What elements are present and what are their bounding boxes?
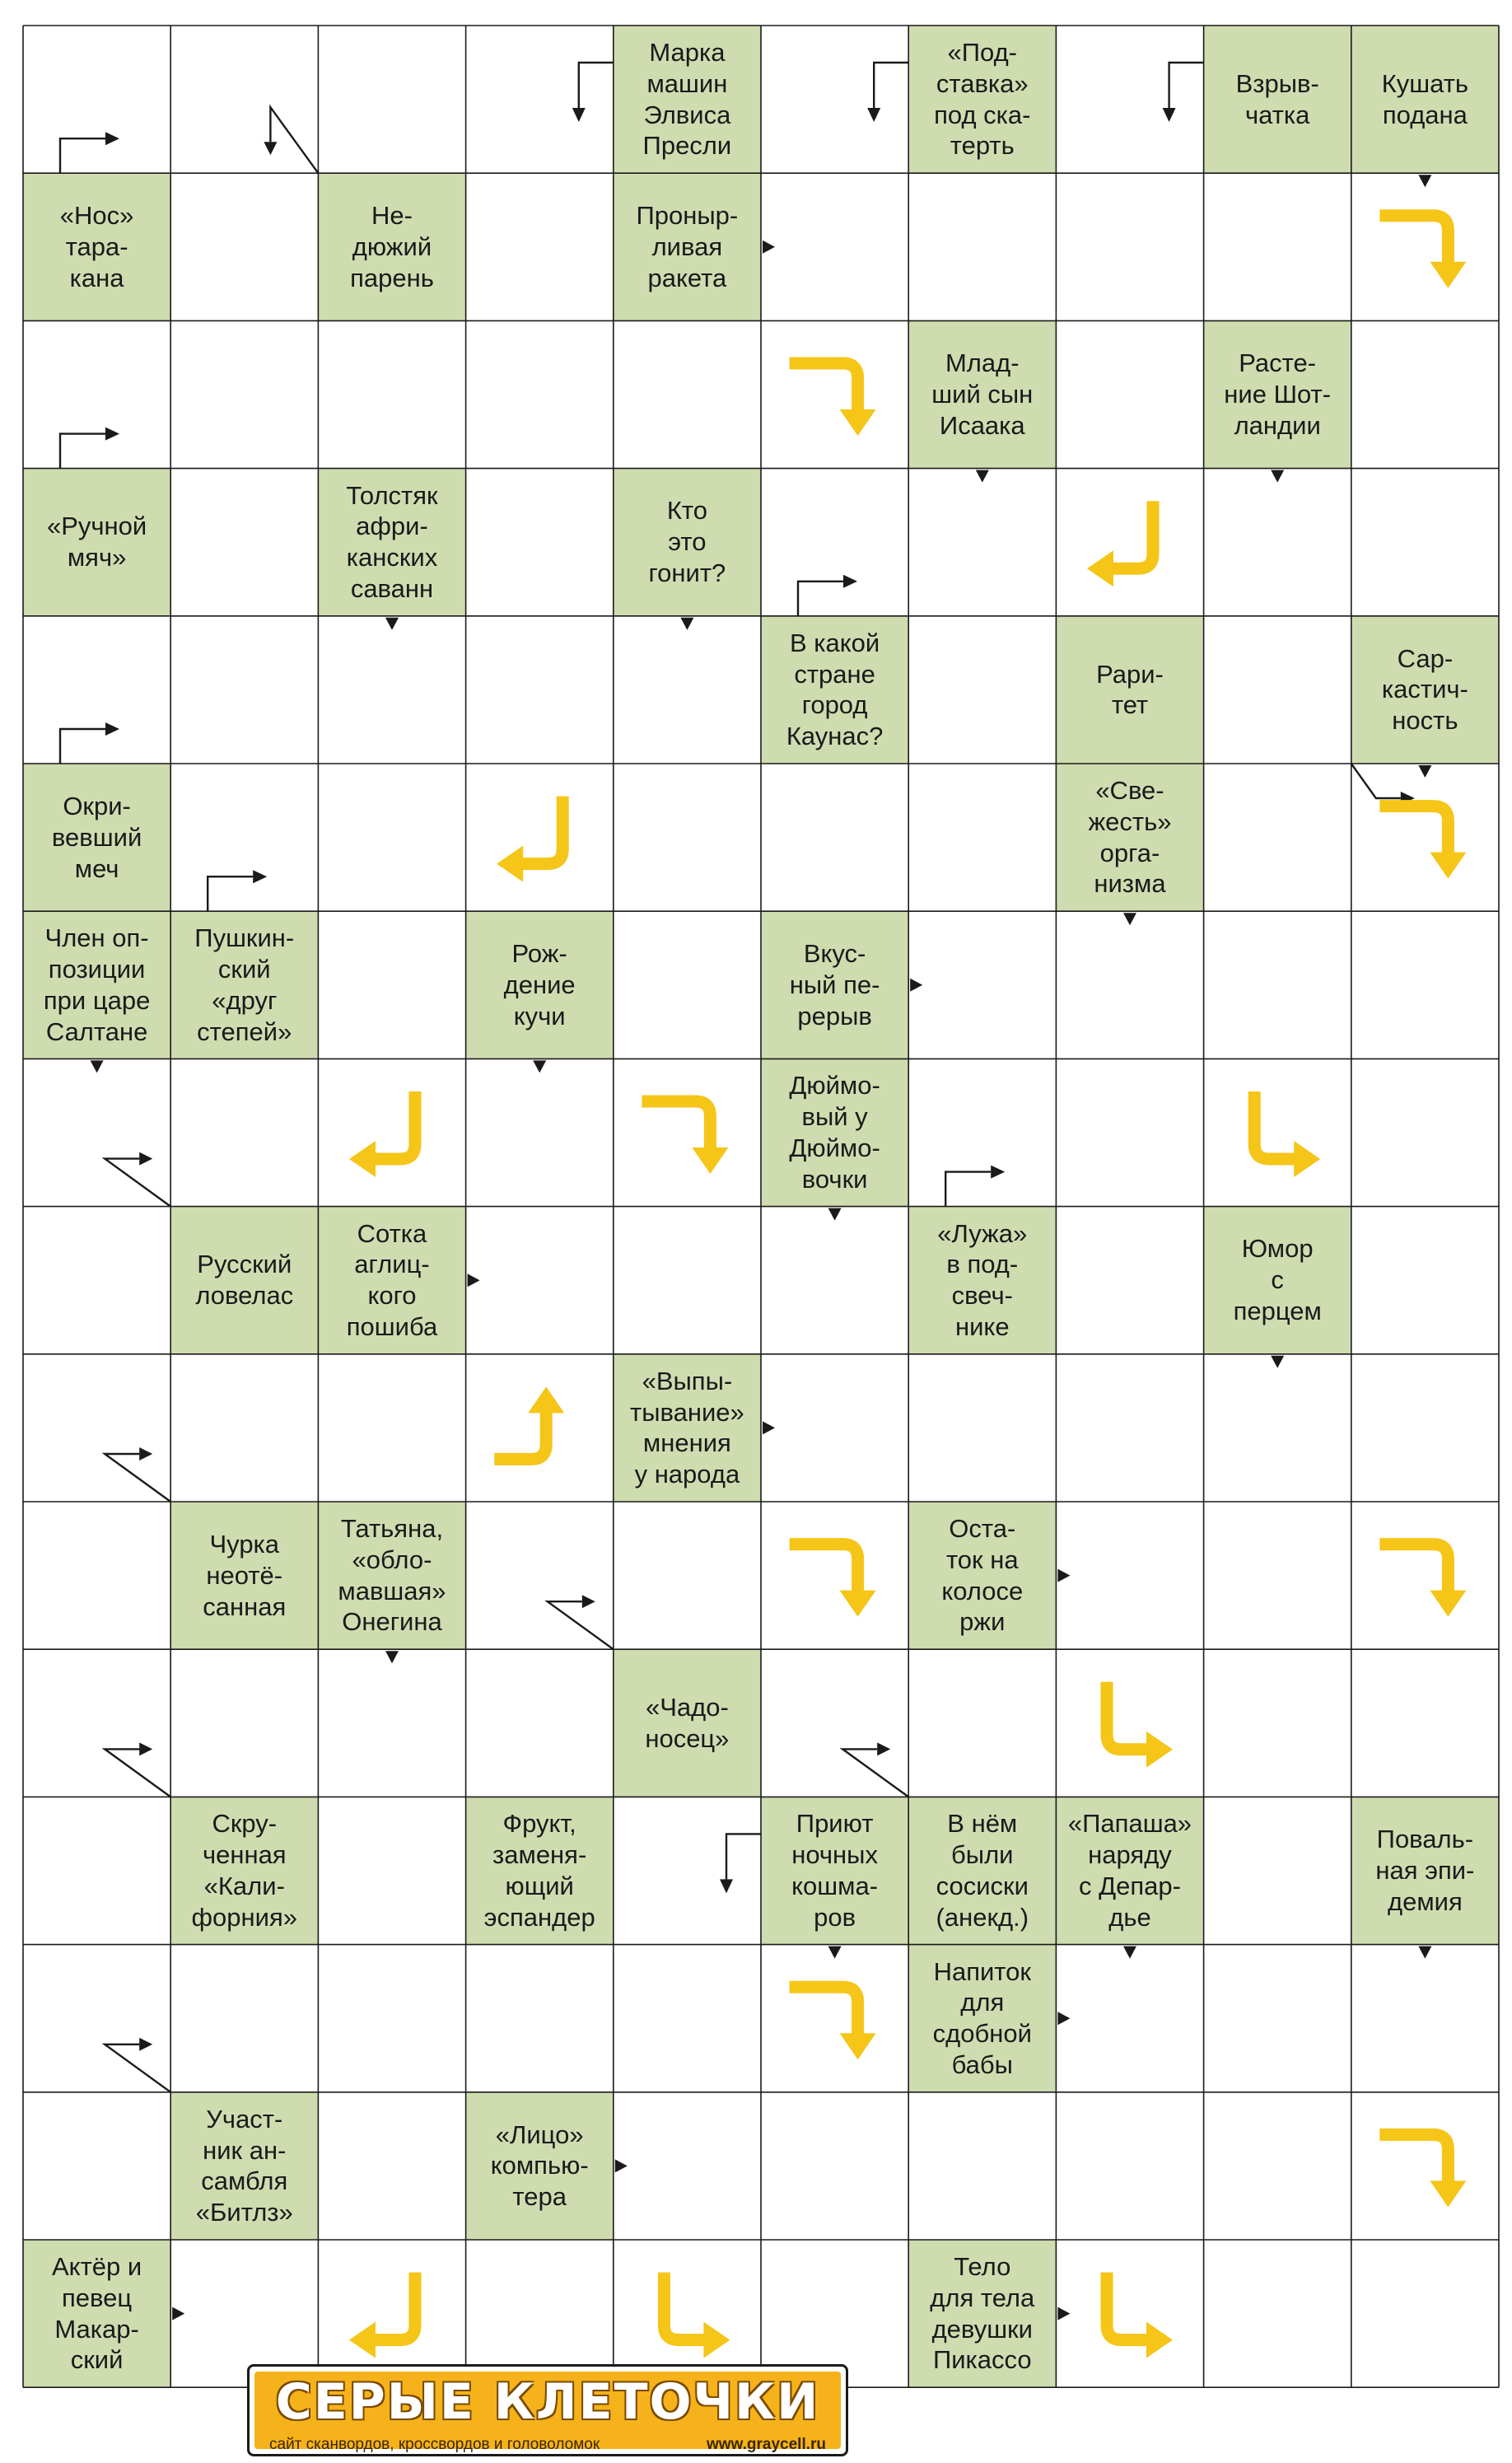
- arrow-pointer-down-icon: [828, 1947, 842, 1959]
- clue-cell: Кто это гонит?: [614, 469, 761, 616]
- arrow-bent-diag-down-right-icon: [1351, 764, 1415, 805]
- clue-cell: «Лужа» в под- свеч- нике: [908, 1207, 1056, 1354]
- arrow-diagonal-down-icon: [264, 107, 318, 173]
- arrow-head: [1430, 262, 1466, 288]
- arrow-head: [1087, 550, 1113, 587]
- arrow-head: [843, 575, 857, 588]
- arrow-bent-right-down-icon: [720, 1834, 761, 1893]
- arrow-bent-right-down-icon: [867, 63, 908, 122]
- arrow-line: [790, 1987, 858, 2035]
- arrow-pointer-down-icon: [533, 1060, 546, 1073]
- arrow-line: [1107, 2273, 1148, 2340]
- arrow-bent-up-right-icon: [945, 1166, 1005, 1207]
- yellow-turn-arrow-down-right-icon: [1254, 1091, 1320, 1177]
- arrow-pointer-right-icon: [468, 1274, 480, 1287]
- yellow-turn-arrow-right-down-icon: [1379, 216, 1466, 288]
- arrow-pointer-right-icon: [1057, 2307, 1070, 2320]
- arrow-pointer-down-icon: [680, 618, 693, 630]
- arrow-head: [867, 108, 880, 122]
- arrow-line: [105, 2045, 170, 2092]
- yellow-turn-arrow-right-down-icon: [1379, 2134, 1466, 2207]
- arrow-line: [1107, 1682, 1148, 1750]
- arrow-pointer-down-icon: [91, 1060, 104, 1073]
- clue-cell: Чурка неотё- санная: [170, 1502, 318, 1649]
- clue-cell: Расте- ние Шот- ландии: [1204, 320, 1351, 468]
- arrow-pointer-right-icon: [615, 2159, 628, 2172]
- clue-cell: Взрыв- чатка: [1204, 26, 1351, 173]
- arrow-line: [105, 1749, 170, 1797]
- yellow-turn-arrow-down-right-icon: [664, 2273, 730, 2358]
- clue-cell: Рож- дение кучи: [466, 911, 614, 1059]
- arrow-head: [105, 132, 119, 145]
- arrow-head: [840, 1591, 876, 1617]
- arrow-head: [991, 1166, 1005, 1179]
- arrow-pointer-down-icon: [1271, 470, 1284, 483]
- clue-cell: «Папаша» наряду с Депар- дье: [1056, 1797, 1203, 1944]
- logo-website: www.graycell.ru: [706, 2436, 826, 2453]
- clue-cell: Актёр и певец Макар- ский: [23, 2240, 170, 2387]
- yellow-turn-arrow-down-right-icon: [1107, 1682, 1173, 1768]
- arrow-bent-up-right-icon: [60, 428, 119, 469]
- yellow-turn-arrow-right-down-icon: [790, 363, 876, 436]
- arrow-head: [528, 1386, 564, 1413]
- arrow-line: [60, 729, 105, 764]
- site-logo-banner: [247, 2364, 848, 2456]
- arrow-head: [582, 1595, 595, 1608]
- arrow-pointer-down-icon: [385, 1651, 399, 1663]
- clue-cell: Приют ночных кошма- ров: [761, 1797, 908, 1944]
- clue-cell: Скру- ченная «Кали- форния»: [170, 1797, 318, 1944]
- yellow-turn-arrow-right-down-icon: [1379, 1545, 1466, 1617]
- arrow-pointer-right-icon: [763, 241, 775, 254]
- clue-cell: Поваль- ная эпи- демия: [1351, 1797, 1499, 1944]
- clue-cell: Участ- ник ан- самбля «Битлз»: [170, 2092, 318, 2240]
- yellow-turn-arrow-down-left-icon: [1087, 501, 1153, 587]
- clue-cell: Оста- ток на колосе ржи: [908, 1502, 1056, 1649]
- arrow-line: [1169, 63, 1204, 108]
- arrow-head: [349, 1141, 376, 1177]
- arrow-head: [720, 1879, 733, 1893]
- arrow-line: [374, 1091, 415, 1159]
- yellow-turn-arrow-right-up-icon: [494, 1386, 564, 1459]
- arrow-head: [840, 2033, 876, 2059]
- clue-cell: «Нос» тара- кана: [23, 173, 170, 320]
- arrow-bent-up-right-icon: [798, 575, 857, 616]
- arrow-line: [521, 797, 562, 864]
- arrow-head: [1146, 1732, 1173, 1768]
- clue-cell: Фрукт, заменя- ющий эспандер: [466, 1797, 614, 1944]
- arrow-head: [139, 2038, 152, 2051]
- arrow-line: [374, 2273, 415, 2340]
- arrow-head: [253, 870, 267, 883]
- clue-cell: Проныр- ливая ракета: [614, 173, 761, 320]
- arrow-diagonal-right-icon: [105, 2038, 170, 2092]
- clue-cell: Кушать подана: [1351, 26, 1499, 173]
- arrow-head: [497, 846, 523, 882]
- arrow-line: [60, 434, 105, 469]
- yellow-turn-arrow-down-left-icon: [349, 2273, 415, 2358]
- arrow-line: [664, 2273, 705, 2340]
- arrow-head: [139, 1742, 152, 1755]
- arrow-pointer-right-icon: [910, 979, 922, 992]
- clue-cell: «Све- жесть» орга- низма: [1056, 764, 1203, 911]
- arrow-diagonal-right-icon: [105, 1152, 170, 1207]
- clue-cell: Русский ловелас: [170, 1207, 318, 1354]
- arrow-head: [1146, 2322, 1173, 2358]
- arrow-head: [139, 1152, 152, 1166]
- arrow-line: [1254, 1091, 1295, 1159]
- arrow-diagonal-right-icon: [548, 1595, 614, 1649]
- clue-cell: Вкус- ный пе- рерыв: [761, 911, 908, 1059]
- clue-cell: Сотка аглиц- кого пошиба: [318, 1207, 465, 1354]
- clue-cell: Рари- тет: [1056, 616, 1203, 764]
- arrow-pointer-down-icon: [976, 470, 989, 483]
- arrow-line: [105, 1454, 170, 1502]
- arrow-line: [1379, 806, 1448, 854]
- arrow-head: [349, 2322, 376, 2358]
- arrow-head: [877, 1742, 890, 1755]
- arrow-head: [1294, 1141, 1320, 1177]
- logo-text: СЕРЫЕ КЛЕТОЧКИ: [275, 2373, 820, 2431]
- arrow-head: [105, 428, 119, 441]
- arrow-diagonal-right-icon: [105, 1447, 170, 1502]
- arrow-line: [60, 138, 105, 173]
- yellow-turn-arrow-right-down-icon: [790, 1987, 876, 2059]
- arrow-line: [1379, 2134, 1448, 2182]
- arrow-line: [548, 1601, 614, 1649]
- clue-cell: «Под- ставка» под ска- терть: [908, 26, 1056, 173]
- arrow-head: [105, 722, 119, 736]
- arrow-head: [1430, 2180, 1466, 2207]
- arrow-bent-right-down-icon: [572, 63, 614, 122]
- arrow-head: [703, 2322, 730, 2358]
- arrow-line: [1351, 764, 1401, 798]
- arrow-pointer-right-icon: [763, 1421, 775, 1434]
- arrow-pointer-down-icon: [1418, 175, 1431, 187]
- arrow-diagonal-right-icon: [842, 1742, 908, 1797]
- arrow-head: [1163, 108, 1176, 122]
- clue-cell: В нём были сосиски (анекд.): [908, 1797, 1056, 1944]
- arrow-bent-up-right-icon: [208, 870, 267, 911]
- arrow-bent-right-down-icon: [1163, 63, 1204, 122]
- clue-cell: Татьяна, «обло- мавшая» Онегина: [318, 1502, 465, 1649]
- logo-background: [254, 2372, 841, 2453]
- clue-cell: Окри- вевший меч: [23, 764, 170, 911]
- yellow-turn-arrow-right-down-icon: [1379, 806, 1466, 879]
- arrow-head: [572, 108, 586, 122]
- clue-cell: Юмор с перцем: [1204, 1207, 1351, 1354]
- arrow-head: [1430, 1591, 1466, 1617]
- arrow-line: [945, 1172, 991, 1207]
- arrow-pointer-right-icon: [172, 2307, 184, 2320]
- arrow-head: [264, 142, 277, 155]
- arrow-pointer-down-icon: [828, 1208, 842, 1221]
- clue-cell: «Лицо» компью- тера: [466, 2092, 614, 2240]
- arrow-line: [1379, 216, 1448, 264]
- arrow-pointer-down-icon: [1271, 1356, 1284, 1368]
- arrow-pointer-right-icon: [1057, 1569, 1070, 1582]
- logo-tagline: сайт сканвордов, кроссвордов и головоломок: [269, 2436, 600, 2453]
- arrow-pointer-down-icon: [1123, 1947, 1136, 1959]
- clue-cell: В какой стране город Каунас?: [761, 616, 908, 764]
- yellow-turn-arrow-down-left-icon: [349, 1091, 415, 1177]
- clue-cell: «Выпы- тывание» мнения у народа: [614, 1354, 761, 1502]
- arrow-line: [579, 63, 614, 108]
- yellow-turn-arrow-down-right-icon: [1107, 2273, 1173, 2358]
- arrow-line: [790, 363, 858, 411]
- arrow-line: [726, 1834, 761, 1879]
- yellow-turn-arrow-right-down-icon: [790, 1545, 876, 1617]
- arrow-pointer-down-icon: [1123, 913, 1136, 925]
- arrow-line: [874, 63, 908, 108]
- clue-cell: «Ручной мяч»: [23, 469, 170, 616]
- arrow-diagonal-right-icon: [105, 1742, 170, 1797]
- arrow-line: [642, 1101, 710, 1149]
- arrow-pointer-right-icon: [1057, 2012, 1070, 2025]
- arrow-pointer-down-icon: [1418, 765, 1431, 778]
- arrow-bent-up-right-icon: [60, 722, 119, 764]
- arrow-bent-up-right-icon: [60, 132, 119, 173]
- arrow-pointer-down-icon: [385, 618, 399, 630]
- arrow-head: [840, 409, 876, 436]
- clue-cell: Пушкин- ский «друг степей»: [170, 911, 318, 1059]
- clue-cell: «Чадо- носец»: [614, 1649, 761, 1797]
- arrow-line: [798, 582, 843, 616]
- clue-cell: Сар- кастич- ность: [1351, 616, 1499, 764]
- arrow-head: [1430, 853, 1466, 879]
- arrow-line: [842, 1749, 908, 1797]
- arrow-head: [692, 1147, 728, 1174]
- clue-cell: Млад- ший сын Исаака: [908, 320, 1056, 468]
- arrow-line: [208, 876, 253, 911]
- clue-cell: Не- дюжий парень: [318, 173, 465, 320]
- clue-cell: Дюймо- вый у Дюймо- вочки: [761, 1059, 908, 1206]
- clue-cell: Тело для тела девушки Пикассо: [908, 2240, 1056, 2387]
- arrow-line: [790, 1545, 858, 1592]
- yellow-turn-arrow-right-down-icon: [642, 1101, 728, 1174]
- arrow-line: [1379, 1545, 1448, 1592]
- arrow-line: [1112, 501, 1153, 568]
- arrow-pointer-down-icon: [1418, 1947, 1431, 1959]
- arrow-line: [494, 1411, 546, 1459]
- clue-cell: Член оп- позиции при царе Салтане: [23, 911, 170, 1059]
- clue-cell: Напиток для сдобной бабы: [908, 1945, 1056, 2092]
- clue-cell: Толстяк афри- канских саванн: [318, 469, 465, 616]
- arrow-line: [270, 107, 318, 173]
- arrow-head: [139, 1447, 152, 1461]
- yellow-turn-arrow-down-left-icon: [497, 797, 562, 882]
- clue-cell: Марка машин Элвиса Пресли: [614, 26, 761, 173]
- arrow-line: [105, 1159, 170, 1207]
